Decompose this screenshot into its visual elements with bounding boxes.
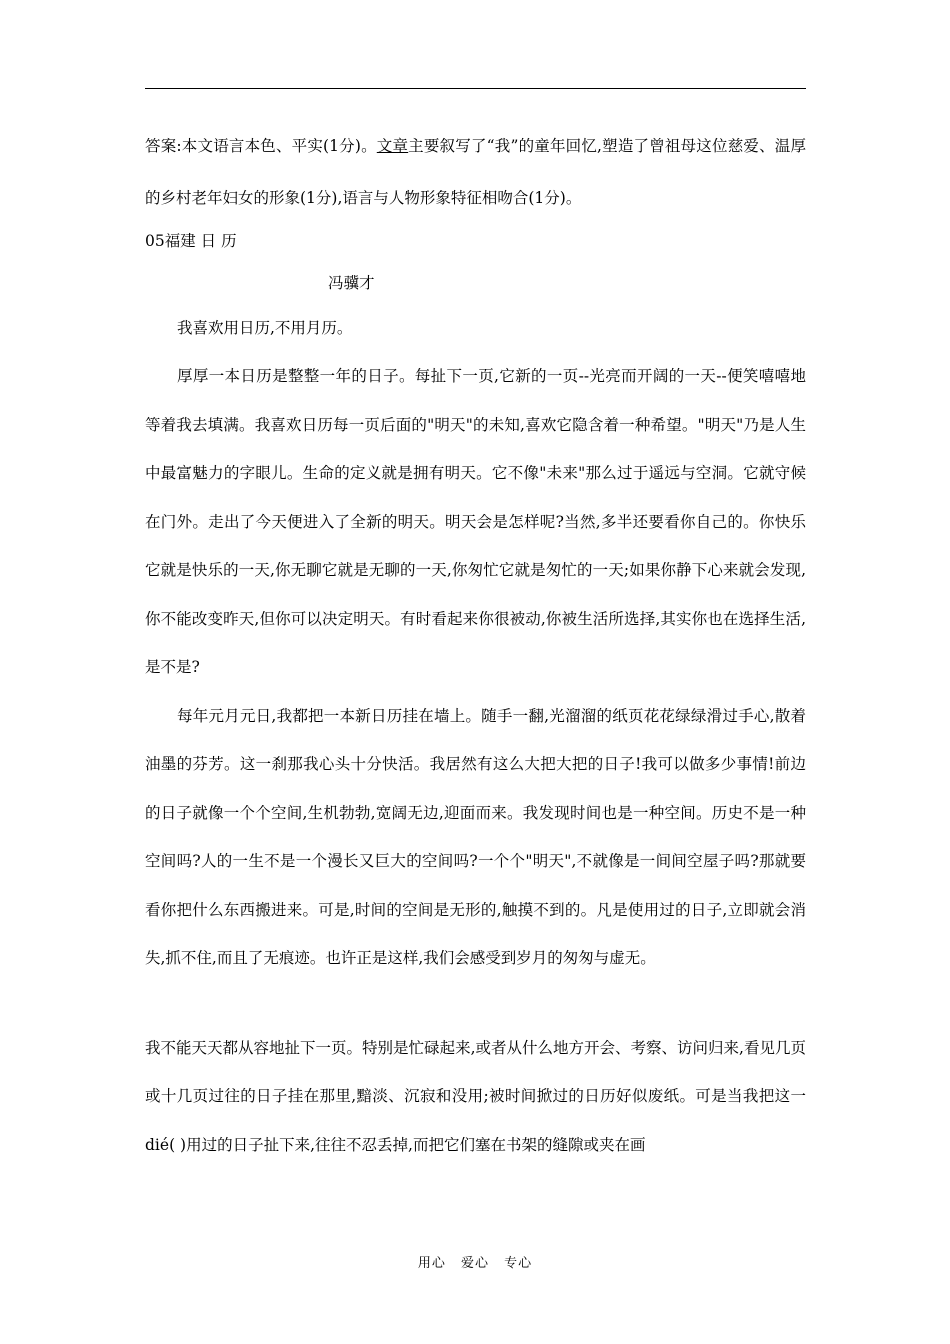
paragraph-4-text-before: 我不能天天都从容地扯下一页。特别是忙碌起来,或者从什么地方开会、考察、访问归来,看见几页或十几页过往的日子挂在那里,黯淡、沉寂和没用;被时间掀过的日历好似废纸。可是当我把这一: [145, 1038, 806, 1105]
answer-paragraph: [145, 120, 806, 224]
fill-in-blank: ( ): [169, 1135, 187, 1154]
page-footer: 用心 爱心 专心: [417, 1256, 533, 1271]
paragraph-1: 我喜欢用日历,不用月历。: [177, 319, 353, 337]
answer-label: 答案:: [145, 137, 182, 155]
paragraph-3: 每年元月元日,我都把一本新日历挂在墙上。随手一翻,光溜溜的纸页花花绿绿滑过手心,散着油墨的芬芳。这一刹那我心头十分快活。我居然有这么大把大把的日子!我可以做多少事情!前边的日子就像一个个空间,生机勃勃,宽阔无边,迎面而来。我发现时间也是一种空间。历史不是一种空间吗?人的一生不是一个漫长又巨大的空间吗?一个个"明天",不就像是一间间空屋子吗?那就要看你把什么东西搬进来。可是,时间的空间是无形的,触摸不到的。凡是使用过的日子,立即就会消失,抓不住,而且了无痕迹。也许正是这样,我们会感受到岁月的匆匆与虚无。: [145, 706, 806, 967]
paragraph-gap: [145, 983, 806, 1024]
paragraph-4: [145, 1024, 806, 1170]
answer-text-part1: 本文语言本色、平实(1分)。: [181, 137, 377, 155]
author-name: 冯骥才: [328, 274, 375, 292]
document-body: [145, 120, 806, 1169]
answer-text-part2: 主要叙写了“我”的童年回忆,塑造了曾祖母这位慈爱、温厚的乡村老年妇女的形象(1分),语言与人物形象特征相吻合(1分)。: [145, 137, 806, 207]
section-heading: 05福建 日 历: [145, 232, 237, 250]
pinyin-prompt: dié: [145, 1135, 170, 1154]
answer-underlined-word: 文章: [376, 137, 409, 155]
paragraph-4-text-after: 用过的日子扯下来,往往不忍丢掉,而把它们塞在书架的缝隙或夹在画: [186, 1135, 646, 1154]
paragraph-2: 厚厚一本日历是整整一年的日子。每扯下一页,它新的一页--光亮而开阔的一天--便笑嘻嘻地等着我去填满。我喜欢日历每一页后面的"明天"的未知,喜欢它隐含着一种希望。"明天"乃是人生中最富魅力的字眼儿。生命的定义就是拥有明天。它不像"未来"那么过于遥远与空洞。它就守候在门外。走出了今天便进入了全新的明天。明天会是怎样呢?当然,多半还要看你自己的。你快乐它就是快乐的一天,你无聊它就是无聊的一天,你匆忙它就是匆忙的一天;如果你静下心来就会发现,你不能改变昨天,但你可以决定明天。有时看起来你很被动,你被生活所选择,其实你也在选择生活,是不是?: [145, 367, 806, 676]
header-rule: [145, 88, 806, 89]
